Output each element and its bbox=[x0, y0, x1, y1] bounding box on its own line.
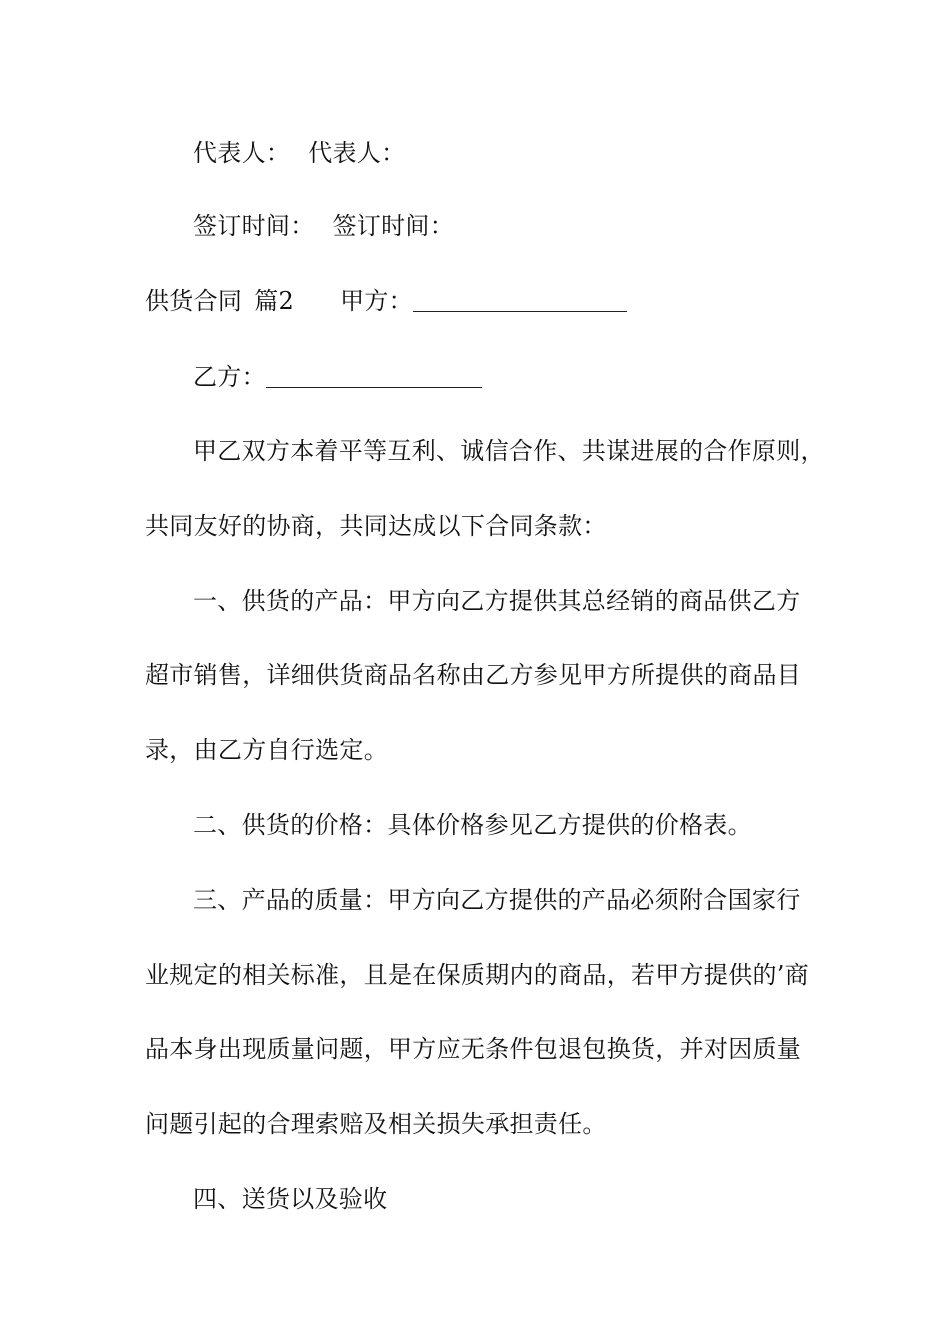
clause-2-heading: 二、供货的价格：具体价格参见乙方提供的价格表。 bbox=[193, 811, 752, 839]
representative-label-b: 代表人： bbox=[308, 139, 406, 167]
signatory-line bbox=[193, 138, 405, 168]
clause-1-heading: 一、供货的产品：甲方向乙方提供其总经销的商品供乙方 bbox=[193, 587, 801, 615]
representative-label-a: 代表人： bbox=[193, 139, 291, 167]
paragraph-line: 录，由乙方自行选定。 bbox=[145, 736, 388, 764]
party-b-blank bbox=[266, 358, 482, 388]
signing-date-label-a: 签订时间： bbox=[193, 212, 315, 240]
party-a-blank bbox=[413, 282, 627, 312]
paragraph-line: 共同友好的协商，共同达成以下合同条款： bbox=[145, 512, 607, 540]
party-b-label: 乙方： bbox=[193, 363, 266, 391]
paragraph-line: 品本身出现质量问题，甲方应无条件包退包换货，并对因质量 bbox=[145, 1035, 802, 1063]
contract-part: 篇2 bbox=[254, 287, 295, 315]
contract-title: 供货合同 bbox=[145, 287, 243, 315]
paragraph-line: 超市销售，详细供货商品名称由乙方参见甲方所提供的商品目 bbox=[145, 661, 802, 689]
contract-heading-line bbox=[145, 286, 627, 316]
party-b-line bbox=[193, 362, 482, 392]
paragraph-line: 业规定的相关标准，且是在保质期内的商品，若甲方提供的’商 bbox=[145, 961, 810, 989]
paragraph-line: 问题引起的合理索赔及相关损失承担责任。 bbox=[145, 1110, 607, 1138]
party-a-label: 甲方： bbox=[340, 287, 413, 315]
signing-date-line bbox=[193, 211, 454, 241]
clause-4-heading: 四、送货以及验收 bbox=[193, 1185, 388, 1213]
clause-3-heading: 三、产品的质量：甲方向乙方提供的产品必须附合国家行 bbox=[193, 886, 801, 914]
paragraph-line: 甲乙双方本着平等互利、诚信合作、共谋进展的合作原则， bbox=[193, 437, 825, 465]
signing-date-label-b: 签订时间： bbox=[332, 212, 454, 240]
